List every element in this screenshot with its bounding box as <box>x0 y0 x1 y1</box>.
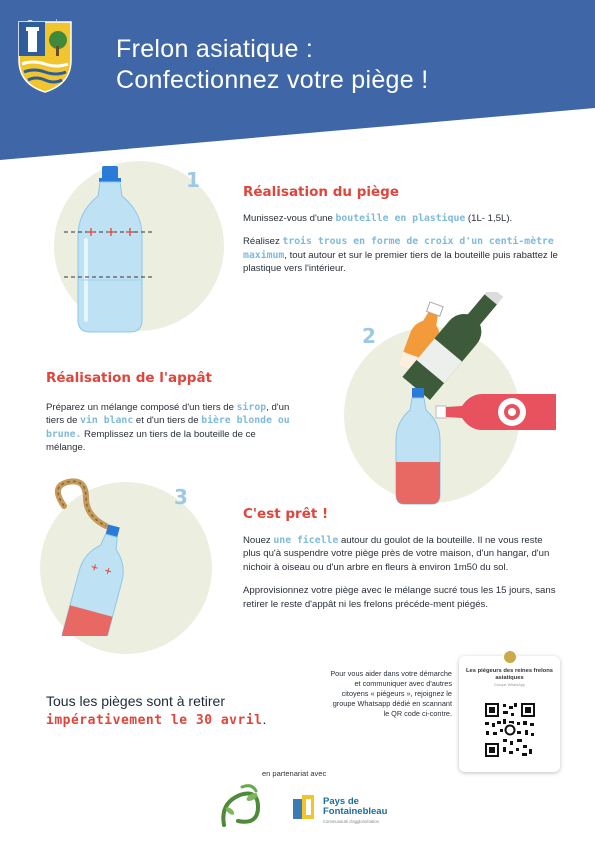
whatsapp-group-subtitle: Groupe WhatsApp <box>493 683 526 687</box>
step3-title: C'est prêt ! <box>243 506 329 522</box>
pays-line1: Pays de <box>323 796 359 807</box>
highlighted-keyword: trois trous en forme de croix d'un centi-mètre maximum <box>243 236 554 261</box>
highlighted-keyword: une ficelle <box>273 535 339 546</box>
step-paragraph <box>243 534 561 574</box>
step-paragraph <box>243 584 561 611</box>
title-line2: Confectionnez votre piège ! <box>116 66 429 94</box>
town-logo <box>16 20 74 41</box>
page-title <box>116 34 428 96</box>
partner-logo-green-icon <box>214 781 272 835</box>
body-text: (1L- 1,5L). <box>465 213 513 224</box>
removal-reminder <box>46 692 266 730</box>
highlighted-keyword: vin blanc <box>80 415 134 427</box>
step3-number: 3 <box>174 485 188 509</box>
body-text: Nouez <box>243 535 274 546</box>
step-paragraph <box>46 401 294 455</box>
partner-label: en partenariat avec <box>262 769 327 778</box>
body-text: Réalisez <box>243 236 283 248</box>
step-paragraph <box>243 212 559 225</box>
reminder-end: . <box>262 711 267 727</box>
body-text: , tout autour et sur le premier tiers de la bouteille puis rabattez le plastique vers l'intérieur. <box>243 249 558 275</box>
body-text: , d'un tiers de <box>46 402 290 427</box>
reminder-date: impérativement le 30 avril <box>46 713 263 728</box>
pays-line2: Fontainebleau <box>323 806 388 817</box>
step2-number: 2 <box>362 324 376 348</box>
step-paragraph <box>243 235 559 275</box>
reminder-line1: Tous les pièges sont à retirer <box>46 693 225 709</box>
step2-body <box>46 401 294 455</box>
highlighted-keyword: bière blonde ou brune. <box>46 415 290 440</box>
hanging-bottle-icon <box>46 476 186 636</box>
body-text: Préparez un mélange composé d'un tiers de <box>46 402 237 413</box>
beer-bottle-icon <box>436 394 556 430</box>
pays-fontainebleau-name <box>323 797 387 817</box>
pays-fontainebleau-logo-icon <box>291 793 321 823</box>
pays-subtitle: Communauté d'agglomération <box>323 819 379 824</box>
whatsapp-help-text: Pour vous aider dans votre démarche et communiquer avec d'autres citoyens « piégeurs », rejoignez le groupe Whatsapp dédié en scannant le QR code ci-contre. <box>330 669 452 718</box>
title-line1: Frelon asiatique : <box>116 35 314 63</box>
highlighted-keyword: bouteille en plastique <box>335 213 466 224</box>
plastic-bottle-icon <box>60 160 160 345</box>
step2-title: Réalisation de l'appât <box>46 370 213 386</box>
body-text: Munissez-vous d'une <box>243 213 336 224</box>
page-header <box>0 0 595 160</box>
whatsapp-group-title: Les piégeurs des reines frelons asiatiques <box>466 668 553 681</box>
coat-of-arms-icon <box>16 20 74 94</box>
highlighted-keyword: sirop <box>236 402 267 413</box>
whatsapp-qr-card[interactable] <box>459 656 560 772</box>
group-avatar <box>503 650 517 664</box>
step1-body <box>243 212 559 276</box>
step1-title: Réalisation du piège <box>243 184 399 200</box>
ingredients-illustration <box>340 292 570 518</box>
body-text: autour du goulot de la bouteille. Il ne vous reste plus qu'à suspendre votre piège près de votre maison, d'un hangar, d'un nichoir à oiseau ou d'un arbre en fleurs à environ 1m50 du sol. <box>243 535 550 573</box>
step1-number: 1 <box>186 168 200 192</box>
body-text: et d'un tiers de <box>133 415 202 427</box>
body-text: Remplissez un tiers de la bouteille de ce mélange. <box>46 428 256 454</box>
step3-body <box>243 534 561 611</box>
qr-code-icon[interactable] <box>483 701 537 759</box>
mixing-bottle-icon <box>396 388 440 504</box>
body-text: Approvisionnez votre piège avec le mélange sucré tous les 15 jours, sans retirer le reste d'appât ni les frelons précéde-ment piégés. <box>243 585 556 610</box>
